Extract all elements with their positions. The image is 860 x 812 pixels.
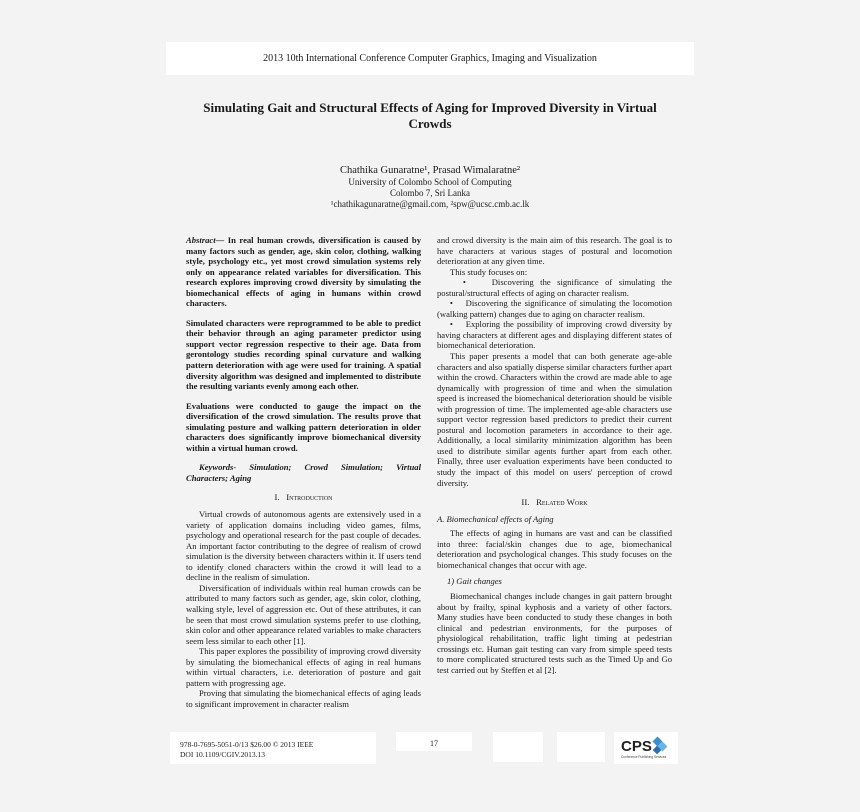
footer-isbn	[180, 740, 313, 760]
bullet-icon: •	[437, 298, 466, 309]
left-column	[186, 235, 421, 709]
keywords-label: Keywords-	[199, 462, 237, 473]
bullet-text: Discovering the significance of simulating the locomotion (walking pattern) changes due to aging on character realism.	[437, 298, 672, 319]
right-p5: Biomechanical changes include changes in gait pattern brought about by frailty, spinal kyphosis and a variety of other factors. Many studies have been conducted to study these changes in both clinical and pedestrian environments, for the purposes of physiological rehabilitation, traffic light timing at pedestrian crossings etc. Human gait testing can vary from simple speed tests to more complicated structured tests such as the Timed Up and Go test carried out by Steffen et al [2].	[437, 590, 672, 675]
footer-blank-box	[557, 732, 605, 762]
section-heading-introduction	[186, 492, 421, 503]
list-item	[437, 319, 672, 351]
keywords-text: Simulation; Crowd Simulation; Virtual Characters; Aging	[186, 462, 421, 483]
right-column	[437, 235, 672, 675]
intro-p3: This paper explores the possibility of improving crowd diversity by simulating the biomechanical effects of aging in real humans within virtual characters, i.e. deterioration of posture and gait pattern with progressing age.	[186, 646, 421, 688]
author-emails: ¹chathikagunaratne@gmail.com, ²spw@ucsc.cmb.ac.lk	[330, 199, 530, 209]
section-number: I.	[274, 492, 280, 503]
section-number: II.	[521, 497, 530, 508]
section-heading-related-work	[437, 497, 672, 508]
right-p2: This study focuses on:	[450, 266, 528, 277]
author-block	[186, 165, 674, 210]
abstract-p3: Evaluations were conducted to gauge the impact on the diversification of the crowd simulation. The results prove that simulating posture and walking pattern deterioration in older characters does significantly improve biomechanical diversity within a virtual human crowd.	[186, 400, 421, 453]
cps-logo-subtext: Conference Publishing Services	[621, 755, 667, 759]
bullet-list	[437, 277, 672, 351]
footer-blank-box	[493, 732, 543, 762]
right-p1: and crowd diversity is the main aim of this research. The goal is to have characters at various stages of postural and locomotion deterioration at any given time.	[437, 235, 672, 267]
author-names: Chathika Gunaratne¹, Prasad Wimalaratne²	[339, 165, 521, 176]
keywords	[186, 462, 421, 483]
abstract-p2: Simulated characters were reprogrammed to be able to predict their behavior through an aging parameter predictor using support vector regression respective to their age. Data from gerontology studies recording spinal curvature and walking pattern deterioration with age were used for training. A spatial diversity algorithm was designed and implemented to distribute the resulting variants evenly among each other.	[186, 317, 421, 392]
bullet-icon: •	[437, 277, 492, 288]
right-p4: The effects of aging in humans are vast and can be classified into three: facial/skin changes due to age, biomechanical deterioration and psychological changes. This study focuses on the biomechanical changes that occur with age.	[437, 528, 672, 570]
intro-p2: Diversification of individuals within real human crowds can be attributed to many factors such as gender, age, skin color, clothing, walking style, level of aggression etc. Out of these attributes, it can be seen that most crowd simulation systems prefer to use clothing, skin color and other appearance related variables to make characters seem less similar to each other [1].	[186, 582, 421, 646]
intro-p4: Proving that simulating the biomechanical effects of aging leads to significant improvement in character realism	[186, 688, 421, 709]
list-item	[437, 298, 672, 319]
list-item	[437, 277, 672, 298]
paper-title: Simulating Gait and Structural Effects of Aging for Improved Diversity in Virtual Crowds	[203, 100, 657, 131]
isbn-text: 978-0-7695-5051-0/13 $26.00 © 2013 IEEE	[180, 740, 314, 749]
cps-logo-icon	[620, 733, 672, 761]
section-title: Related Work	[536, 497, 588, 508]
subsubsection-heading-1: 1) Gait changes	[447, 576, 502, 587]
bullet-icon: •	[437, 319, 466, 330]
intro-p1: Virtual crowds of autonomous agents are extensively used in a variety of application domains including video games, films, psychology and operational research for the past couple of decades. An important factor contributing to the degree of realism of crowd simulation is the diversity between characters within it. If users tend to identify cloned characters within the crowd it will lead to a decline in the realism of simulation.	[186, 509, 421, 583]
doi-text: DOI 10.1109/CGIV.2013.13	[180, 750, 266, 759]
abstract-p1	[186, 235, 421, 309]
section-title: Introduction	[286, 492, 333, 503]
abstract-text-1: In real human crowds, diversification is caused by many factors such as gender, age, skin color, clothing, walking style, psychology etc., yet most crowd simulation systems rely only on appearance related variables for diversification. This research explores improving crowd diversity by simulating the biomechanical effects of aging in humans within crowd characters.	[186, 235, 421, 309]
bullet-text: Discovering the significance of simulating the postural/structural effects of aging on character realism.	[437, 277, 672, 298]
conference-header	[166, 42, 694, 75]
right-p3: This paper presents a model that can both generate age-able characters and also spatially disperse similar characters further apart within the crowd. Characters within the crowd are made able to age dynamically with progression of time and when the simulation speed is increased the biomechanical deterioration should be visible with progression of time. The implemented age-able characters use support vector regression based predictors to predict their current postural and locomotion parameters in accordance to their age. Additionally, a local similarity minimization algorithm has been used to distribute similar agents further apart from each other. Finally, three user evaluation experiments have been conducted to study the impact of this model on users' perception of crowd diversity.	[437, 351, 672, 488]
author-affiliation: University of Colombo School of Computing	[348, 177, 512, 187]
page-number: 17	[430, 739, 438, 748]
bullet-text: Exploring the possibility of improving crowd diversity by having characters at different ages and displaying different states of biomechanical deterioration.	[437, 319, 672, 351]
cps-logo-text: CPS	[621, 738, 652, 755]
author-address: Colombo 7, Sri Lanka	[390, 188, 470, 198]
abstract-label: Abstract—	[186, 235, 225, 245]
subsection-heading-a: A. Biomechanical effects of Aging	[437, 513, 554, 524]
conference-title: 2013 10th International Conference Computer Graphics, Imaging and Visualization	[263, 53, 597, 64]
